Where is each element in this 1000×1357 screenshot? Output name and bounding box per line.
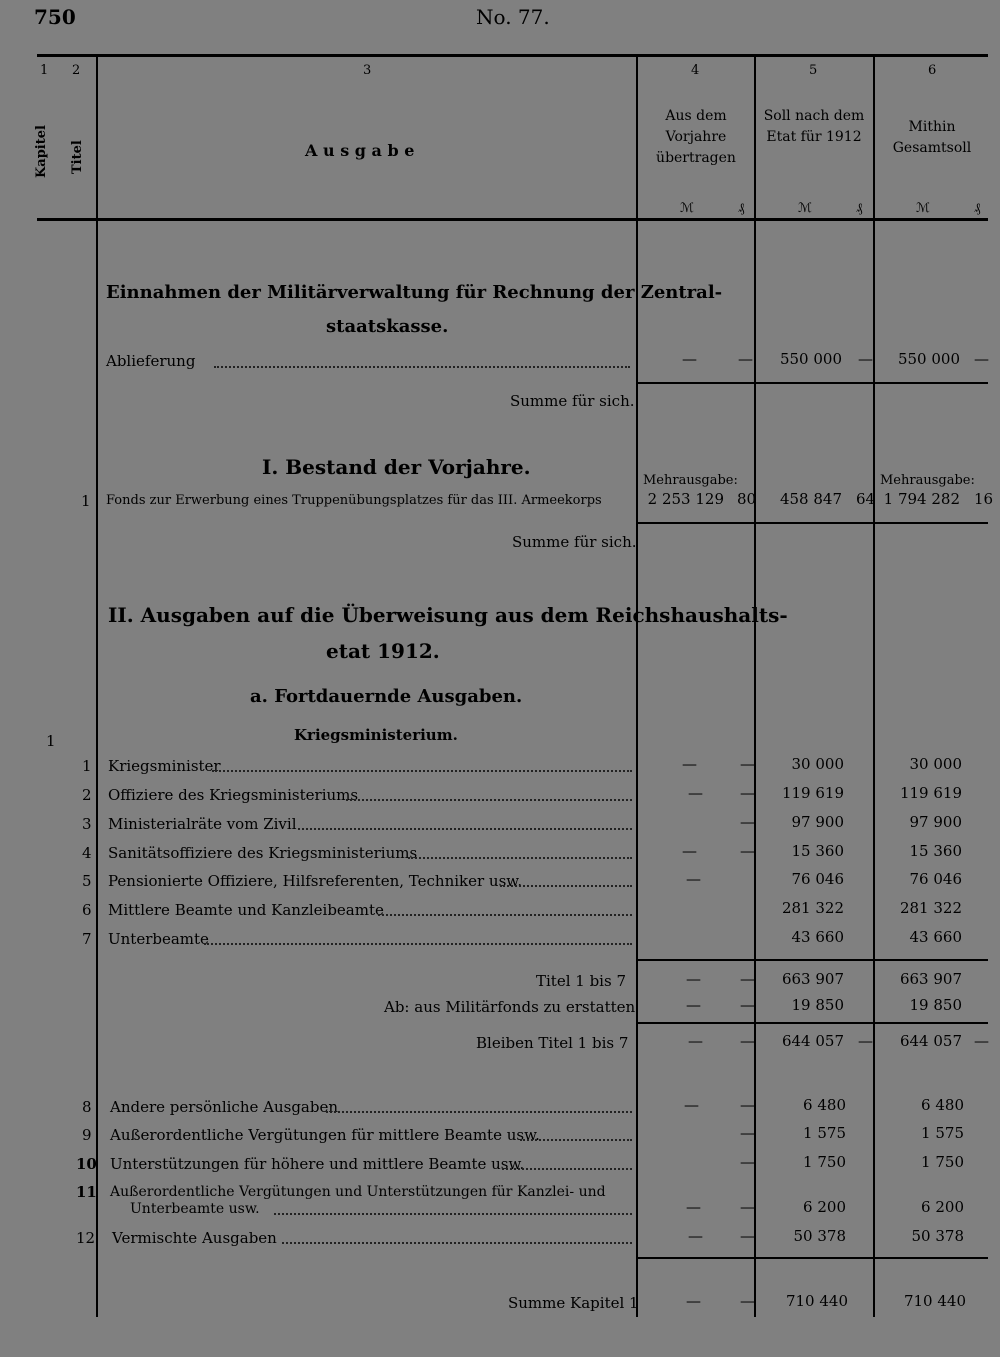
cell-col6: 1 750	[921, 1153, 964, 1171]
section-heading: II. Ausgaben auf die Überweisung aus dem Reichshaushalts-	[108, 603, 788, 627]
cell-col4: —	[684, 1096, 699, 1114]
row-label: Mittlere Beamte und Kanzleibeamte	[108, 901, 384, 919]
cell-col5: 97 900	[791, 813, 844, 831]
cell-col6-pf: —	[974, 350, 989, 368]
titel-number: 1	[81, 492, 91, 510]
header-bottom-rule	[37, 218, 988, 221]
pf-symbol: ₰	[856, 201, 863, 216]
cell-col5: 6 480	[803, 1096, 846, 1114]
cell-col6-pf: —	[974, 1032, 989, 1050]
col6-label: Mehrausgabe:	[880, 473, 975, 488]
subtotal-label: Titel 1 bis 7	[536, 972, 626, 990]
cell-col5: 1 750	[803, 1153, 846, 1171]
col-divider-3	[96, 57, 98, 1317]
cell-col5: 710 440	[785, 1292, 848, 1310]
col-number-3: 3	[363, 63, 372, 78]
cell-col6: 97 900	[909, 813, 962, 831]
cell-col5: 281 322	[781, 899, 844, 917]
cell-col5: 30 000	[791, 755, 844, 773]
total-label: Summe Kapitel 1	[508, 1294, 639, 1312]
cell-col4-pf: —	[740, 1153, 755, 1171]
cell-col6: 76 046	[909, 870, 962, 888]
leader-dots	[326, 1111, 632, 1113]
row-label: Kriegsminister	[108, 757, 221, 775]
cell-col6: 6 200	[921, 1198, 964, 1216]
cell-col4: —	[688, 1227, 703, 1245]
cell-col4: —	[688, 784, 703, 802]
cell-col5: 644 057	[781, 1032, 844, 1050]
cell-col5: 15 360	[791, 842, 844, 860]
titel-number: 11	[76, 1183, 97, 1201]
section-heading-cont: staatskasse.	[326, 316, 449, 337]
cell-col4-pf: —	[740, 1124, 755, 1142]
subtotal-rule	[638, 959, 988, 961]
cell-col6: 644 057	[899, 1032, 962, 1050]
cell-col6: 15 360	[909, 842, 962, 860]
titel-header: Titel	[70, 140, 85, 174]
section-heading-cont: etat 1912.	[326, 639, 440, 663]
cell-col6: 30 000	[909, 755, 962, 773]
leader-dots	[274, 1213, 632, 1215]
titel-number: 7	[82, 930, 92, 948]
leader-dots	[500, 885, 632, 887]
pf-symbol: ₰	[738, 201, 745, 216]
row-label: Sanitätsoffiziere des Kriegsministeriums	[108, 844, 418, 862]
leader-dots	[298, 828, 632, 830]
cell-col6-pf: 16	[974, 490, 994, 508]
cell-col6: 550 000	[897, 350, 960, 368]
col4-header: Aus dem Vorjahre übertragen	[656, 108, 736, 166]
cell-col4-pf: —	[740, 813, 755, 831]
cell-col4: 2 253 129	[647, 490, 724, 508]
titel-number: 2	[82, 786, 92, 804]
titel-number: 3	[82, 815, 92, 833]
mark-symbol: ℳ	[680, 201, 694, 216]
col-number-5: 5	[809, 63, 818, 78]
section-heading: Einnahmen der Militärverwaltung für Rechnung der Zentral-	[106, 282, 723, 303]
titel-number: 9	[82, 1126, 92, 1144]
sum-label: Summe für sich.	[512, 533, 637, 551]
leader-dots	[520, 1139, 632, 1141]
cell-col4: —	[686, 996, 701, 1014]
cell-col4: —	[686, 970, 701, 988]
cell-col6: 43 660	[909, 928, 962, 946]
row-label: Außerordentliche Vergütungen und Unterstützungen für Kanzlei- und	[110, 1184, 606, 1200]
leader-dots	[214, 366, 630, 368]
subtotal-label: Ab: aus Militärfonds zu erstatten	[384, 998, 636, 1016]
cell-col4-pf: 80	[737, 490, 757, 508]
sum-rule	[638, 382, 988, 384]
cell-col4-pf: —	[740, 784, 755, 802]
titel-number: 6	[82, 901, 92, 919]
cell-col4-pf: —	[740, 842, 755, 860]
cell-col6: 19 850	[909, 996, 962, 1014]
col-number-6: 6	[928, 63, 937, 78]
cell-col6: 281 322	[899, 899, 962, 917]
page-title: No. 77.	[476, 5, 550, 29]
cell-col5: 119 619	[781, 784, 844, 802]
sum-rule	[638, 522, 988, 524]
cell-col4: —	[682, 842, 697, 860]
cell-col4-pf: —	[740, 1032, 755, 1050]
cell-col4: —	[686, 1198, 701, 1216]
titel-number: 8	[82, 1098, 92, 1116]
cell-col4-pf: —	[740, 996, 755, 1014]
row-label: Vermischte Ausgaben	[112, 1229, 277, 1247]
cell-col4-pf: —	[738, 350, 753, 368]
col6-header: Mithin Gesamtsoll	[892, 119, 972, 156]
cell-col5: 458 847	[779, 490, 842, 508]
cell-col5: 663 907	[781, 970, 844, 988]
titel-number: 5	[82, 872, 92, 890]
kapitel-header: Kapitel	[34, 125, 49, 178]
ausgabe-header: A u s g a b e	[305, 141, 415, 160]
cell-col6: 50 378	[911, 1227, 964, 1245]
leader-dots	[212, 770, 632, 772]
cell-col5-pf: —	[858, 350, 873, 368]
cell-col6: 6 480	[921, 1096, 964, 1114]
leader-dots	[282, 1242, 632, 1244]
total-rule	[638, 1257, 988, 1259]
col-number-4: 4	[691, 63, 700, 78]
cell-col4-pf: —	[740, 1198, 755, 1216]
row-label: Ministerialräte vom Zivil	[108, 815, 297, 833]
cell-col5: 76 046	[791, 870, 844, 888]
titel-number: 1	[82, 757, 92, 775]
row-label: Unterbeamte	[108, 930, 209, 948]
table-top-rule	[37, 54, 988, 57]
cell-col6: 1 794 282	[883, 490, 960, 508]
col5-header: Soll nach dem Etat für 1912	[763, 108, 865, 145]
sum-label: Summe für sich.	[510, 392, 635, 410]
cell-col4: —	[682, 755, 697, 773]
col-number-1: 1	[40, 63, 49, 78]
cell-col4-pf: —	[740, 970, 755, 988]
row-label: Offiziere des Kriegsministeriums	[108, 786, 359, 804]
cell-col4: —	[682, 350, 697, 368]
cell-col4: —	[688, 1032, 703, 1050]
cell-col5: 50 378	[793, 1227, 846, 1245]
cell-col6: 710 440	[903, 1292, 966, 1310]
cell-col4-pf: —	[740, 1096, 755, 1114]
leader-dots	[204, 943, 632, 945]
mark-symbol: ℳ	[916, 201, 930, 216]
cell-col6: 663 907	[899, 970, 962, 988]
cell-col6: 1 575	[921, 1124, 964, 1142]
cell-col5: 1 575	[803, 1124, 846, 1142]
row-label: Außerordentliche Vergütungen für mittlere Beamte usw.	[110, 1126, 540, 1144]
leader-dots	[378, 914, 632, 916]
subtotal-rule	[638, 1022, 988, 1024]
cell-col5: 43 660	[791, 928, 844, 946]
subsection-heading: Kriegsministerium.	[294, 726, 458, 744]
row-label-cont: Unterbeamte usw.	[130, 1201, 260, 1217]
cell-col5-pf: —	[858, 1032, 873, 1050]
page-number: 750	[34, 5, 76, 29]
cell-col4: —	[686, 870, 701, 888]
cell-col5-pf: 64	[856, 490, 876, 508]
row-label: Pensionierte Offiziere, Hilfsreferenten, Techniker usw.	[108, 872, 523, 890]
row-label: Ablieferung	[106, 352, 196, 370]
cell-col4-pf: —	[740, 1227, 755, 1245]
cell-col4: —	[686, 1292, 701, 1310]
cell-col5: 6 200	[803, 1198, 846, 1216]
col-number-2: 2	[72, 63, 81, 78]
row-label: Unterstützungen für höhere und mittlere Beamte usw.	[110, 1155, 525, 1173]
cell-col5: 550 000	[779, 350, 842, 368]
titel-number: 12	[76, 1229, 96, 1247]
kapitel-number: 1	[46, 732, 56, 750]
col-divider-6	[873, 57, 875, 1317]
leader-dots	[502, 1168, 632, 1170]
row-label: Fonds zur Erwerbung eines Truppenübungsplatzes für das III. Armeekorps	[106, 493, 602, 508]
titel-number: 4	[82, 844, 92, 862]
leader-dots	[346, 799, 632, 801]
cell-col5: 19 850	[791, 996, 844, 1014]
cell-col6: 119 619	[899, 784, 962, 802]
col-divider-4	[636, 57, 638, 1317]
cell-col4-pf: —	[740, 1292, 755, 1310]
col4-label: Mehrausgabe:	[643, 473, 738, 488]
leader-dots	[408, 857, 632, 859]
pf-symbol: ₰	[974, 201, 981, 216]
cell-col4-pf: —	[740, 755, 755, 773]
section-heading: I. Bestand der Vorjahre.	[262, 455, 531, 479]
subsection-heading: a. Fortdauernde Ausgaben.	[250, 686, 523, 707]
subtotal-label: Bleiben Titel 1 bis 7	[476, 1034, 629, 1052]
mark-symbol: ℳ	[798, 201, 812, 216]
row-label: Andere persönliche Ausgaben	[110, 1098, 339, 1116]
titel-number: 10	[76, 1155, 97, 1173]
